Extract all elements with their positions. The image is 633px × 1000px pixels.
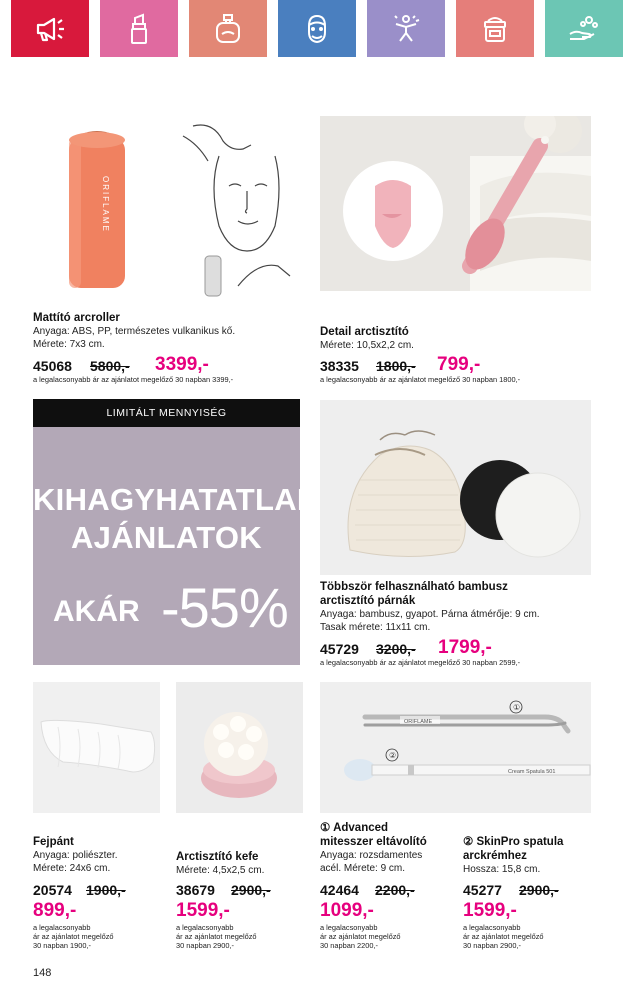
megaphone-icon: [33, 12, 67, 46]
extractor-title-line1: ① Advanced: [320, 822, 389, 834]
extractor-title-line2: mitesszer eltávolító: [320, 836, 427, 848]
spatula-new-price: 1599,-: [463, 900, 517, 921]
roller-product-image: [33, 116, 300, 306]
detail-product-code: 38335: [320, 358, 359, 374]
brush-note-3: 30 napban 2900,-: [176, 941, 234, 950]
spatula-title-line1: ② SkinPro spatula: [463, 836, 564, 848]
roller-brand-text: ORIFLAME: [101, 176, 110, 233]
roller-new-price: 3399,-: [155, 354, 209, 375]
detail-title: Detail arctisztító: [320, 326, 409, 338]
tools-image: [320, 682, 591, 813]
extractor-new-price: 1099,-: [320, 900, 374, 921]
extractor-product-code: 42464: [320, 882, 359, 898]
headband-desc-material: Anyaga: poliészter.: [33, 850, 118, 861]
headband-title: Fejpánt: [33, 836, 74, 848]
pads-title-line2: arctisztító párnák: [320, 595, 416, 607]
roller-product-code: 45068: [33, 358, 72, 374]
extractor-desc-material: Anyaga: rozsdamentes: [320, 850, 423, 861]
extractor-note-1: a legalacsonyabb: [320, 923, 378, 932]
roller-desc-size: Mérete: 7x3 cm.: [33, 339, 105, 350]
extractor-note-2: ár az ajánlatot megelőző: [320, 932, 401, 941]
brush-desc-size: Mérete: 4,5x2,5 cm.: [176, 865, 265, 876]
tab-makeup[interactable]: [100, 0, 178, 57]
spatula-note-1: a legalacsonyabb: [463, 923, 521, 932]
headband-desc-size: Mérete: 24x6 cm.: [33, 863, 111, 874]
lipstick-icon: [122, 12, 156, 46]
brush-new-price: 1599,-: [176, 900, 230, 921]
hand-wash-icon: [567, 12, 601, 46]
spatula-desc-length: Hossza: 15,8 cm.: [463, 864, 541, 875]
headband-new-price: 899,-: [33, 900, 77, 921]
detail-desc-size: Mérete: 10,5x2,2 cm.: [320, 340, 414, 351]
pads-title-line1: Többször felhasználható bambusz: [320, 581, 508, 593]
brush-old-price: 2900,-: [231, 882, 271, 898]
detail-old-price: 1800,-: [376, 358, 416, 374]
page-number: 148: [33, 967, 52, 979]
spatula-product-code: 45277: [463, 882, 502, 898]
promo-banner[interactable]: [33, 427, 320, 665]
tab-men[interactable]: [278, 0, 356, 57]
promo-percent: -55%: [161, 576, 288, 639]
bamboo-pads-image: [320, 400, 591, 575]
promo-line1: KIHAGYHATATLAN: [33, 482, 320, 517]
category-tabs: [0, 0, 633, 57]
detail-price-note: a legalacsonyabb ár az ajánlatot megelőző 30 napban 1800,-: [320, 375, 521, 384]
tab-promotions[interactable]: [11, 0, 89, 57]
headband-product-code: 20574: [33, 882, 72, 898]
spatula-note-2: ár az ajánlatot megelőző: [463, 932, 544, 941]
spatula-old-price: 2900,-: [519, 882, 559, 898]
promo-akar: AKÁR: [53, 595, 140, 628]
extractor-desc-size: acél. Mérete: 9 cm.: [320, 863, 406, 874]
cleansing-brush-image: [176, 682, 303, 813]
detail-cleanser-image: [320, 116, 591, 291]
tab-skincare[interactable]: [456, 0, 534, 57]
cream-jar-icon: [478, 12, 512, 46]
tab-fragrance[interactable]: [189, 0, 267, 57]
spatula-marker: ②: [389, 751, 397, 760]
pads-desc-material: Anyaga: bambusz, gyapot. Párna átmérője: 9 cm.: [320, 609, 540, 620]
extractor-brand-text: ORIFLAME: [404, 719, 433, 725]
brush-note-1: a legalacsonyabb: [176, 923, 234, 932]
mens-face-icon: [300, 12, 334, 46]
brush-note-2: ár az ajánlatot megelőző: [176, 932, 257, 941]
headband-image: [33, 682, 160, 813]
pads-desc-bag: Tasak mérete: 11x11 cm.: [320, 622, 431, 633]
tab-personal-care[interactable]: [545, 0, 623, 57]
pads-new-price: 1799,-: [438, 637, 492, 658]
promo-line2: AJÁNLATOK: [70, 520, 262, 555]
extractor-marker: ①: [513, 703, 521, 712]
pads-product-code: 45729: [320, 641, 359, 657]
headband-note-1: a legalacsonyabb: [33, 923, 91, 932]
extractor-old-price: 2200,-: [375, 882, 415, 898]
tab-wellness[interactable]: [367, 0, 445, 57]
perfume-bottle-icon: [211, 12, 245, 46]
roller-old-price: 5800,-: [90, 358, 130, 374]
pads-price-note: a legalacsonyabb ár az ajánlatot megelőző 30 napban 2599,-: [320, 658, 521, 667]
detail-new-price: 799,-: [437, 354, 481, 375]
pads-old-price: 3200,-: [376, 641, 416, 657]
wellness-figure-icon: [389, 12, 423, 46]
headband-note-2: ár az ajánlatot megelőző: [33, 932, 114, 941]
headband-old-price: 1900,-: [86, 882, 126, 898]
roller-desc-material: Anyaga: ABS, PP, természetes vulkanikus kő.: [33, 326, 236, 337]
brush-title: Arctisztító kefe: [176, 851, 259, 863]
spatula-title-line2: arckrémhez: [463, 850, 527, 862]
headband-note-3: 30 napban 1900,-: [33, 941, 91, 950]
promo-header: LIMITÁLT MENNYISÉG: [33, 399, 300, 427]
roller-title: Mattító arcroller: [33, 312, 120, 324]
spatula-label-text: Cream Spatula 501: [508, 769, 556, 775]
spatula-note-3: 30 napban 2900,-: [463, 941, 521, 950]
brush-product-code: 38679: [176, 882, 215, 898]
roller-price-note: a legalacsonyabb ár az ajánlatot megelőző 30 napban 3399,-: [33, 375, 234, 384]
extractor-note-3: 30 napban 2200,-: [320, 941, 378, 950]
